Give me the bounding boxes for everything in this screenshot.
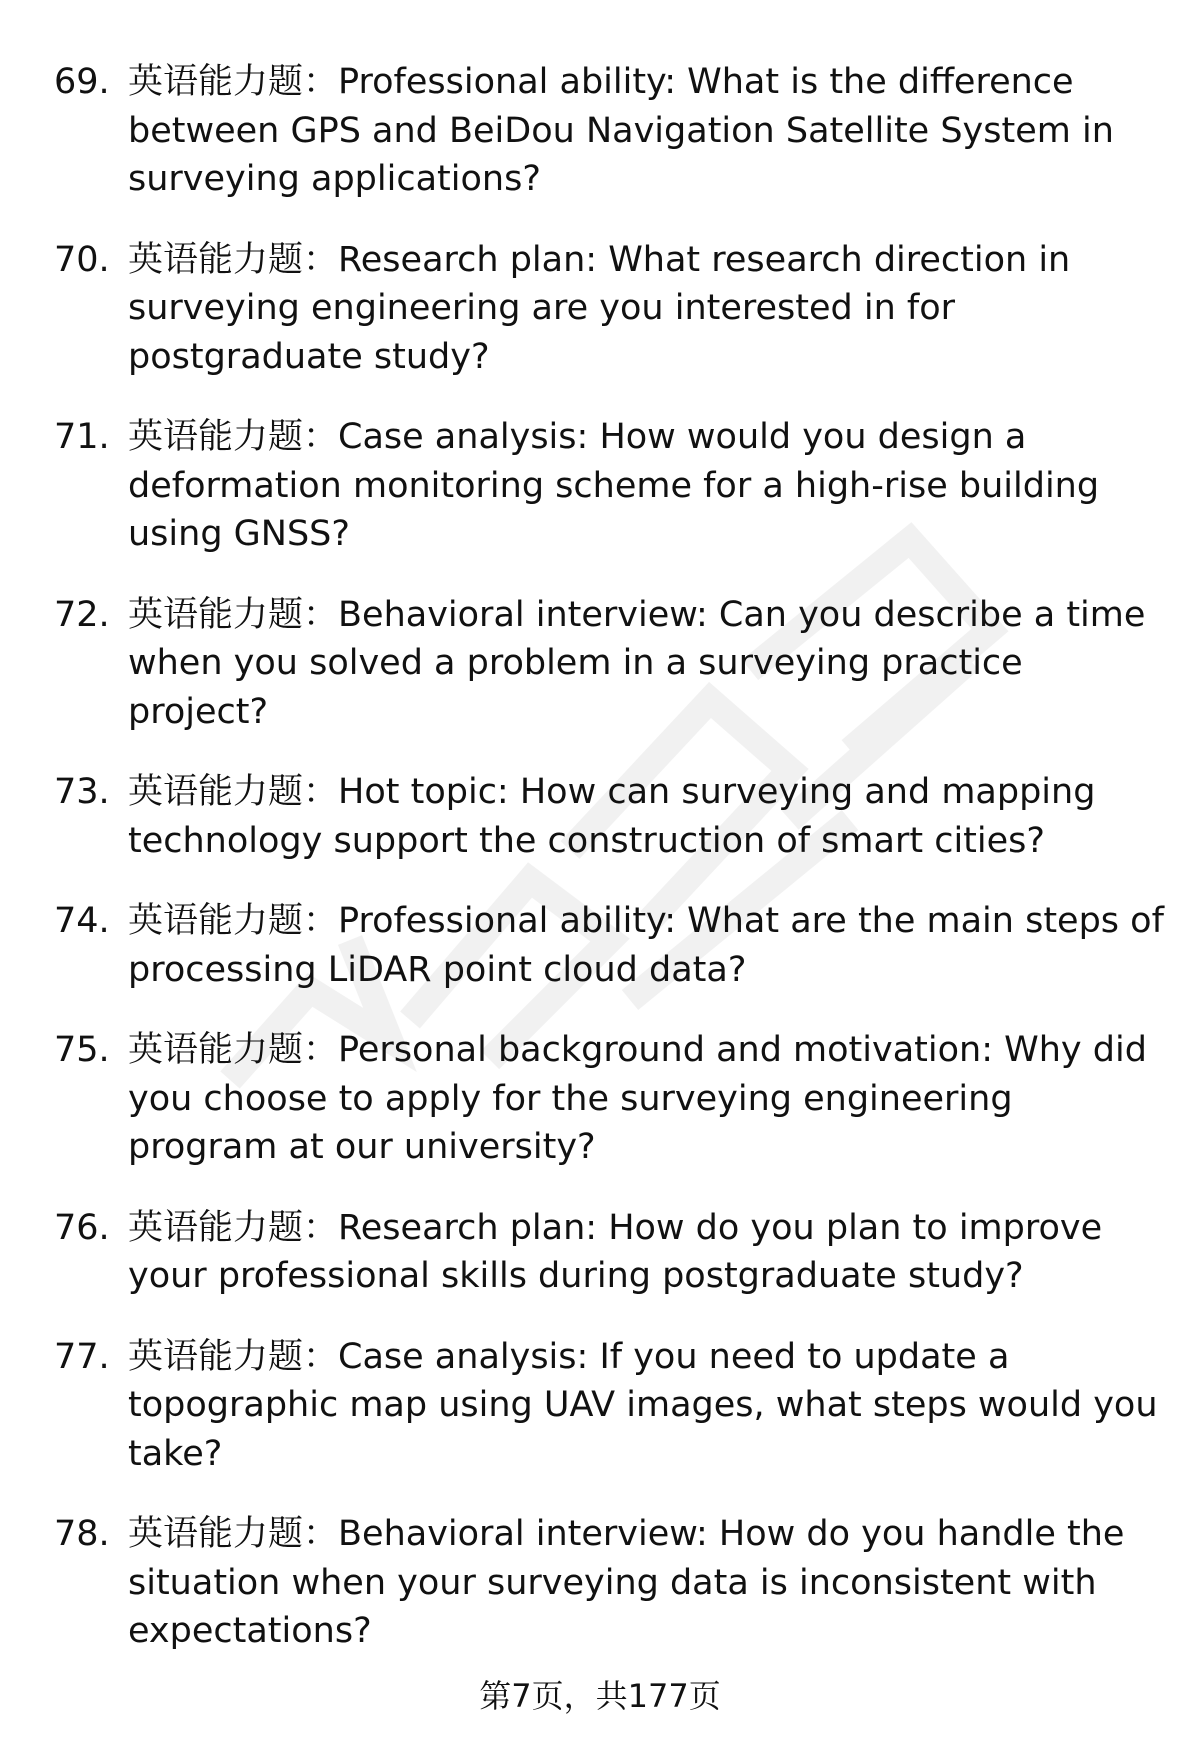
question-text: Behavioral interview: Can you describe a time when you solved a problem in a surveying practice project? [128, 594, 1146, 732]
question-number: 71. [54, 417, 110, 457]
question-separator: ： [303, 239, 339, 280]
question-separator: ： [303, 62, 339, 102]
question-category: 英语能力题 [128, 417, 304, 457]
question-item [0, 591, 1200, 737]
question-separator: ： [303, 594, 339, 635]
question-item [0, 413, 1200, 559]
question-category: 英语能力题 [128, 1030, 304, 1070]
question-number: 74. [54, 901, 110, 941]
question-separator: ： [303, 772, 339, 812]
question-item [0, 1333, 1200, 1479]
question-item [0, 58, 1200, 204]
question-text: Professional ability: What are the main steps of processing LiDAR point cloud data? [128, 901, 1164, 990]
question-number: 78. [54, 1514, 110, 1554]
question-category: 英语能力题 [128, 901, 304, 941]
question-category: 英语能力题 [128, 772, 304, 812]
question-list [0, 58, 1200, 1688]
question-item [0, 1026, 1200, 1172]
question-item [0, 897, 1200, 994]
question-item [0, 768, 1200, 865]
question-category: 英语能力题 [128, 1336, 304, 1377]
question-text: Case analysis: How would you design a deformation monitoring scheme for a high-rise building using GNSS? [128, 417, 1100, 554]
question-separator: ： [303, 417, 339, 457]
question-separator: ： [303, 1030, 339, 1070]
question-category: 英语能力题 [128, 594, 304, 635]
question-separator: ： [303, 901, 339, 941]
question-number: 70. [54, 239, 110, 280]
question-number: 76. [54, 1207, 110, 1248]
question-category: 英语能力题 [128, 62, 304, 102]
question-text: Personal background and motivation: Why did you choose to apply for the surveying engineering program at our university? [128, 1030, 1147, 1167]
question-separator: ： [303, 1207, 339, 1248]
page-footer: 第7页，共177页 [479, 1677, 721, 1715]
question-text: Hot topic: How can surveying and mapping technology support the construction of smart cities? [128, 772, 1096, 861]
question-category: 英语能力题 [128, 239, 304, 280]
question-item [0, 236, 1200, 382]
question-item [0, 1204, 1200, 1301]
question-text: Behavioral interview: How do you handle the situation when your surveying data is inconsistent with expectations? [128, 1514, 1125, 1651]
question-item [0, 1510, 1200, 1656]
question-category: 英语能力题 [128, 1514, 304, 1554]
question-number: 69. [54, 62, 110, 102]
question-number: 77. [54, 1336, 110, 1377]
question-number: 72. [54, 594, 110, 635]
question-separator: ： [303, 1336, 339, 1377]
question-category: 英语能力题 [128, 1207, 304, 1248]
question-number: 75. [54, 1030, 110, 1070]
question-separator: ： [303, 1514, 339, 1554]
question-text: Research plan: What research direction in surveying engineering are you interested in for postgraduate study? [128, 239, 1071, 377]
question-text: Professional ability: What is the difference between GPS and BeiDou Navigation Satellite System in surveying applications? [128, 62, 1114, 199]
question-text: Case analysis: If you need to update a topographic map using UAV images, what steps would you take? [128, 1336, 1158, 1474]
question-number: 73. [54, 772, 110, 812]
question-text: Research plan: How do you plan to improve your professional skills during postgraduate study? [128, 1207, 1103, 1296]
